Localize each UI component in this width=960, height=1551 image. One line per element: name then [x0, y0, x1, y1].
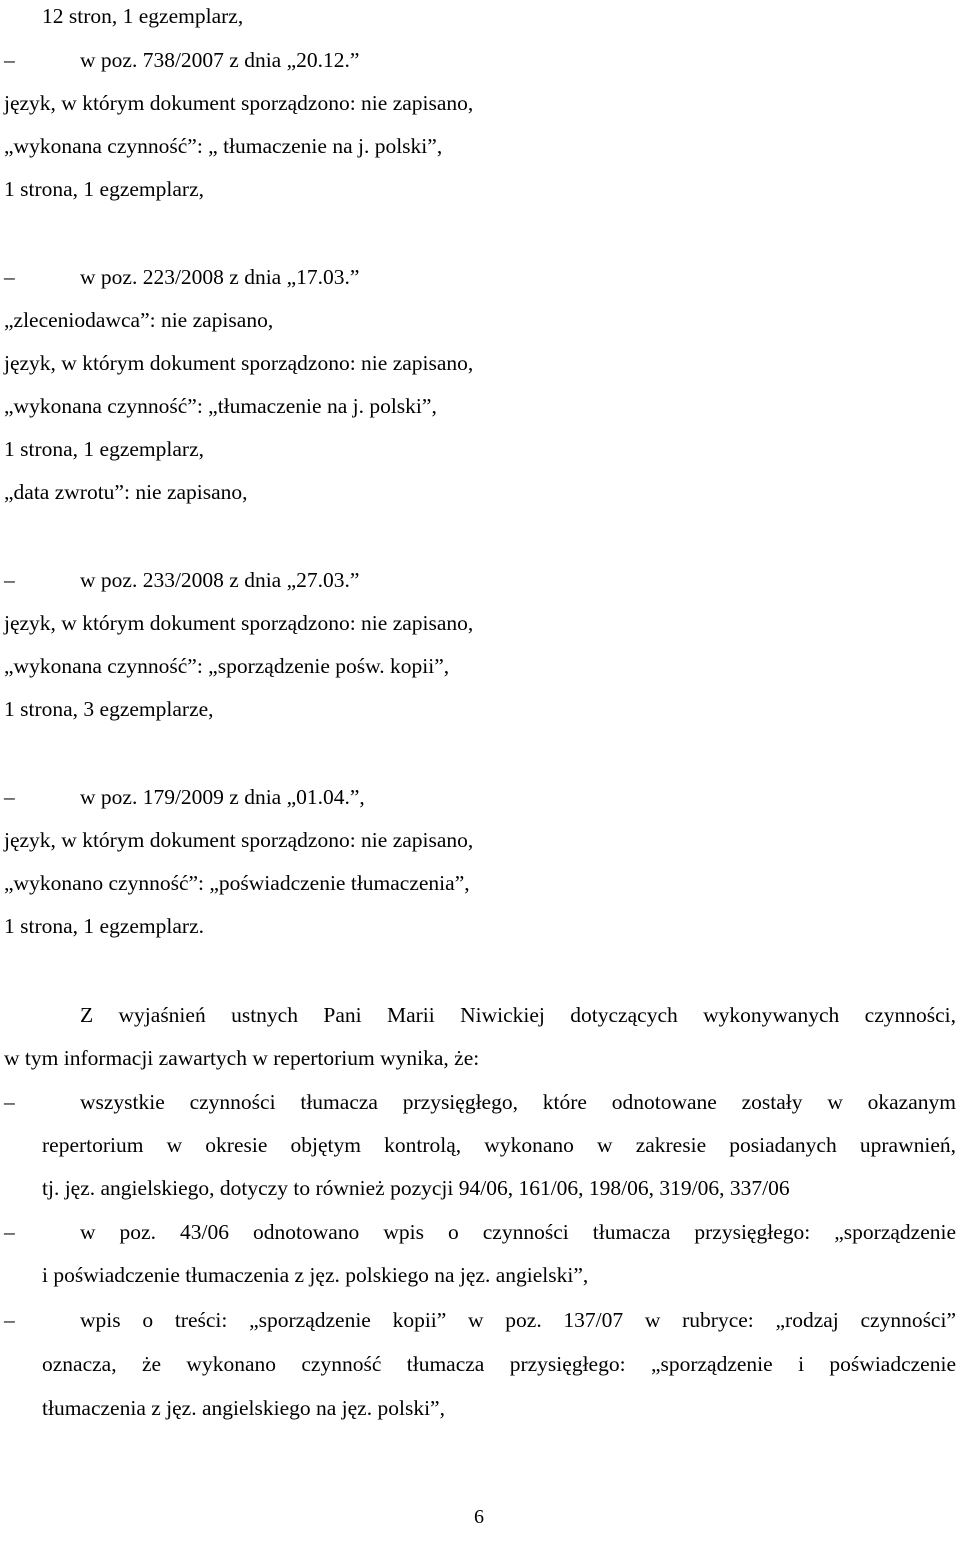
entry-line: w poz. 738/2007 z dnia „20.12.”	[80, 48, 360, 72]
dash-bullet: –	[4, 1090, 15, 1114]
dash-bullet: –	[4, 1220, 15, 1244]
text-line: 1 strona, 3 egzemplarze,	[4, 697, 214, 721]
text-line: 1 strona, 1 egzemplarz.	[4, 914, 204, 938]
text-line: język, w którym dokument sporządzono: nie zapisano,	[4, 91, 474, 115]
entry-line: w poz. 233/2008 z dnia „27.03.”	[80, 568, 360, 592]
text-line: „wykonana czynność”: „sporządzenie pośw. kopii”,	[4, 654, 450, 678]
dash-bullet: –	[4, 265, 15, 289]
text-line: „zleceniodawca”: nie zapisano,	[4, 308, 274, 332]
dash-bullet: –	[4, 48, 15, 72]
text-line: język, w którym dokument sporządzono: nie zapisano,	[4, 828, 474, 852]
entry-line: w poz. 223/2008 z dnia „17.03.”	[80, 265, 360, 289]
text-line: 1 strona, 1 egzemplarz,	[4, 177, 204, 201]
text-line: „data zwrotu”: nie zapisano,	[4, 480, 248, 504]
bullet-line: oznacza, że wykonano czynność tłumacza przysięgłego: „sporządzenie i poświadczenie	[42, 1352, 956, 1376]
dash-bullet: –	[4, 568, 15, 592]
entry-line: w poz. 179/2009 z dnia „01.04.”,	[80, 785, 365, 809]
text-line: „wykonano czynność”: „poświadczenie tłumaczenia”,	[4, 871, 470, 895]
page-number: 6	[474, 1506, 484, 1528]
bullet-line: i poświadczenie tłumaczenia z jęz. polskiego na jęz. angielski”,	[42, 1263, 589, 1287]
paragraph-line: w tym informacji zawartych w repertorium wynika, że:	[4, 1046, 480, 1070]
text-line: język, w którym dokument sporządzono: nie zapisano,	[4, 611, 474, 635]
bullet-line: tj. jęz. angielskiego, dotyczy to również pozycji 94/06, 161/06, 198/06, 319/06, 337/06	[42, 1176, 790, 1200]
paragraph-line: Z wyjaśnień ustnych Pani Marii Niwickiej dotyczących wykonywanych czynności,	[80, 1003, 956, 1027]
bullet-line: tłumaczenia z jęz. angielskiego na jęz. polski”,	[42, 1396, 445, 1420]
bullet-line: repertorium w okresie objętym kontrolą, wykonano w zakresie posiadanych uprawnień,	[42, 1133, 956, 1157]
text-line: „wykonana czynność”: „ tłumaczenie na j. polski”,	[4, 134, 443, 158]
bullet-line: w poz. 43/06 odnotowano wpis o czynności tłumacza przysięgłego: „sporządzenie	[80, 1220, 956, 1244]
text-line: język, w którym dokument sporządzono: nie zapisano,	[4, 351, 474, 375]
text-line: 12 stron, 1 egzemplarz,	[42, 4, 244, 28]
bullet-line: wszystkie czynności tłumacza przysięgłego, które odnotowane zostały w okazanym	[80, 1090, 956, 1114]
text-line: „wykonana czynność”: „tłumaczenie na j. polski”,	[4, 394, 437, 418]
bullet-line: wpis o treści: „sporządzenie kopii” w poz. 137/07 w rubryce: „rodzaj czynności”	[80, 1308, 956, 1332]
text-line: 1 strona, 1 egzemplarz,	[4, 437, 204, 461]
dash-bullet: –	[4, 785, 15, 809]
dash-bullet: –	[4, 1308, 15, 1332]
